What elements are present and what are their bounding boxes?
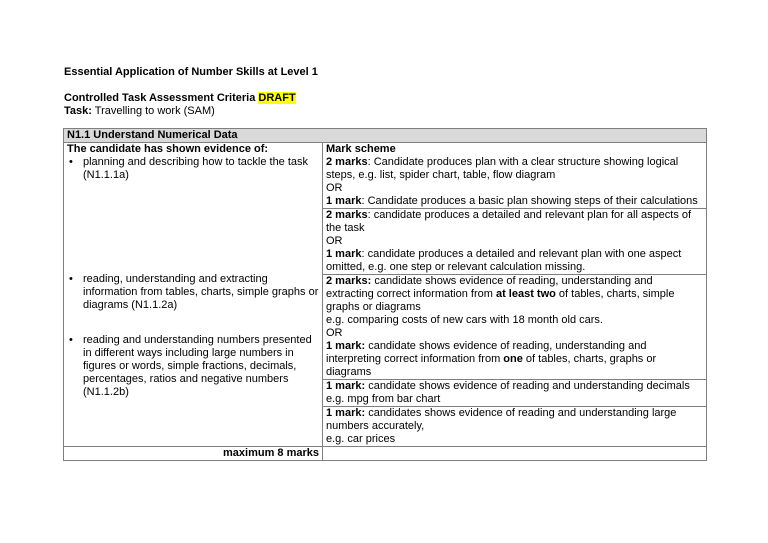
scheme-line: 1 mark: candidates shows evidence of reading and understanding large numbers accurately, bbox=[326, 407, 677, 432]
scheme-line: 2 marks: candidate produces a detailed and relevant plan for all aspects of the task bbox=[326, 209, 692, 234]
criterion-text: planning and describing how to tackle the task (N1.1.1a) bbox=[83, 156, 309, 181]
mark-scheme-cell bbox=[323, 275, 707, 380]
scheme-or: OR bbox=[326, 182, 343, 194]
criterion-text: reading, understanding and extracting information from tables, charts, simple graphs or diagrams (N1.1.2a) bbox=[83, 273, 319, 311]
document-title: Essential Application of Number Skills at Level 1 bbox=[64, 66, 318, 78]
mark-scheme-cell bbox=[323, 209, 707, 275]
scheme-line: 1 mark: candidate shows evidence of reading, understanding and interpreting correct information from one of tables, charts, graphs or diagrams bbox=[326, 340, 657, 378]
table-header: N1.1 Understand Numerical Data bbox=[64, 129, 707, 143]
scheme-line: 1 mark: candidate shows evidence of reading and understanding decimals bbox=[326, 380, 690, 392]
table-header-row bbox=[64, 129, 707, 143]
mark-scheme-cell bbox=[323, 143, 707, 209]
right-header: Mark scheme bbox=[326, 143, 396, 155]
scheme-line: 1 mark: candidate produces a detailed and relevant plan with one aspect omitted, e.g. one step or relevant calculation missing. bbox=[326, 248, 682, 273]
criterion-text: reading and understanding numbers presented in different ways including large numbers in figures or words, simple fractions, decimals, percentages, ratios and negative numbers (N1.1.2b) bbox=[83, 334, 312, 398]
scheme-example: e.g. car prices bbox=[326, 433, 396, 445]
bullet-icon: • bbox=[69, 273, 73, 285]
task-label: Task: bbox=[64, 105, 92, 117]
scheme-line: 2 marks: candidate shows evidence of reading, understanding and extracting correct information from at least two of tables, charts, simple graphs or diagrams bbox=[326, 275, 675, 313]
mark-scheme-cell bbox=[323, 380, 707, 407]
scheme-or: OR bbox=[326, 327, 343, 339]
criterion-item bbox=[67, 273, 319, 312]
empty-cell bbox=[323, 447, 707, 461]
criteria-cell bbox=[64, 143, 323, 447]
scheme-example: e.g. mpg from bar chart bbox=[326, 393, 441, 405]
max-marks: maximum 8 marks bbox=[64, 447, 323, 461]
subtitle-text: Controlled Task Assessment Criteria bbox=[64, 92, 259, 104]
bullet-icon: • bbox=[69, 334, 73, 346]
table-footer-row bbox=[64, 447, 707, 461]
task-line bbox=[64, 105, 215, 118]
task-value: Travelling to work (SAM) bbox=[91, 105, 215, 117]
mark-scheme-cell bbox=[323, 407, 707, 447]
criterion-item bbox=[67, 334, 319, 399]
scheme-line: 2 marks: Candidate produces plan with a clear structure showing logical steps, e.g. list, spider chart, table, flow diagram bbox=[326, 156, 679, 181]
spacer bbox=[67, 182, 319, 273]
left-header: The candidate has shown evidence of: bbox=[67, 143, 269, 155]
criterion-item bbox=[67, 156, 319, 182]
scheme-or: OR bbox=[326, 235, 343, 247]
bullet-icon: • bbox=[69, 156, 73, 168]
draft-highlight: DRAFT bbox=[258, 92, 296, 104]
spacer bbox=[67, 312, 319, 334]
criteria-table bbox=[63, 128, 707, 461]
document-subtitle bbox=[64, 92, 296, 105]
scheme-example: e.g. comparing costs of new cars with 18 month old cars. bbox=[326, 314, 603, 326]
scheme-line: 1 mark: Candidate produces a basic plan showing steps of their calculations bbox=[326, 195, 698, 207]
table-row bbox=[64, 143, 707, 209]
